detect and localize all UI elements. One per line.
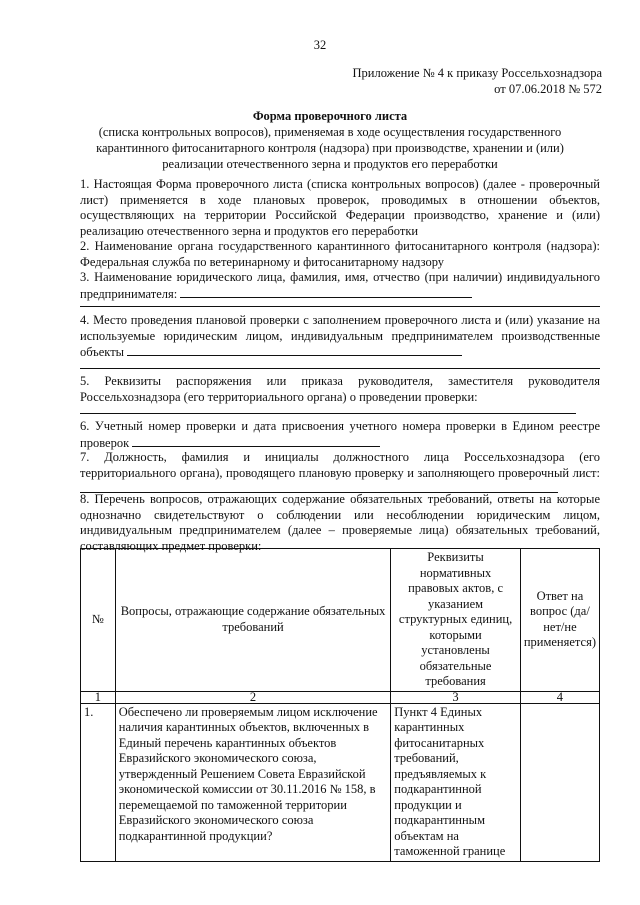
item-5-blank-line[interactable]	[80, 413, 576, 414]
header-reference: Реквизиты нормативных правовых актов, с указанием структурных единиц, которыми установлены обязательные требования	[391, 549, 521, 692]
title-line-1: (списка контрольных вопросов), применяемая в ходе осуществления государственного	[98, 125, 562, 139]
table-colnum-row	[81, 691, 600, 703]
row-1-number: 1.	[81, 703, 116, 861]
row-1-question: Обеспечено ли проверяемым лицом исключение наличия карантинных объектов, включенных в Единый перечень карантинных объектов Евразийского экономического союза, утвержденный Решением Совета Евразийской экономической комиссии от 30.11.2016 № 158, в перемещаемой по таможенной территории Евразийского экономического союза подкарантинной продукции?	[115, 703, 391, 861]
header-number: №	[81, 549, 116, 692]
item-4-text: 4. Место проведения плановой проверки с заполнением проверочного листа и (или) указание на используемые юридическим лицом, индивидуальным предпринимателем производственные объекты	[80, 313, 600, 359]
item-4-blank-line[interactable]	[80, 368, 600, 369]
table-header-row	[81, 549, 600, 692]
header-question: Вопросы, отражающие содержание обязательных требований	[115, 549, 391, 692]
appendix-line-2: от 07.06.2018 № 572	[494, 82, 602, 96]
item-7	[80, 450, 600, 498]
title-main: Форма проверочного листа	[252, 109, 408, 123]
page-number: 32	[313, 38, 327, 52]
row-1-reference: Пункт 4 Единых карантинных фитосанитарных требований, предъявляемых к подкарантинной продукции и подкарантинным объектам на таможенной границе	[391, 703, 521, 861]
item-5: 5. Реквизиты распоряжения или приказа руководителя, заместителя руководителя Россельхознадзора (его территориального органа) о проведении проверки:	[80, 374, 600, 404]
item-1: 1. Настоящая Форма проверочного листа (списка контрольных вопросов) (далее - проверочный лист) применяется в ходе плановых проверок, проводимых в отношении объектов, осуществляющих на территории Российской Федерации производство, хранение и (или) реализацию отечественного зерна и продуктов его переработки	[80, 177, 600, 238]
title-line-2: карантинного фитосанитарного контроля (надзора) при производстве, хранении и (или)	[96, 141, 564, 155]
item-3-blank-line[interactable]	[80, 306, 600, 307]
item-3-text: 3. Наименование юридического лица, фамилия, имя, отчество (при наличии) индивидуального предпринимателя:	[80, 270, 600, 301]
colnum-4: 4	[520, 691, 599, 703]
checklist-table	[80, 548, 600, 862]
colnum-2: 2	[115, 691, 391, 703]
item-6-text: 6. Учетный номер проверки и дата присвоения учетного номера проверки в Едином реестре проверок	[80, 419, 600, 450]
item-2: 2. Наименование органа государственного карантинного фитосанитарного контроля (надзора): Федеральная служба по ветеринарному и фитосанитарному надзору	[80, 239, 600, 269]
header-answer: Ответ на вопрос (да/нет/не применяется)	[520, 549, 599, 692]
form-title	[60, 108, 600, 172]
item-6-blank[interactable]	[132, 435, 380, 447]
item-8: 8. Перечень вопросов, отражающих содержание обязательных требований, ответы на которые однозначно свидетельствуют о соблюдении или несоблюдении юридическим лицом, индивидуальным предпринимателем (далее – проверяемые лица) обязательных требований, составляющих предмет проверки:	[80, 492, 600, 553]
item-4	[80, 313, 600, 361]
item-7-text: 7. Должность, фамилия и инициалы должностного лица Россельхознадзора (его территориального органа), проводящего плановую проверку и заполняющего проверочный лист:	[80, 450, 600, 480]
appendix-line-1: Приложение № 4 к приказу Россельхознадзора	[352, 66, 602, 80]
appendix-header	[352, 65, 602, 97]
item-4-blank[interactable]	[127, 344, 462, 356]
row-1-answer-cell[interactable]	[520, 703, 599, 861]
item-3	[80, 270, 600, 302]
title-line-3: реализации отечественного зерна и продуктов его переработки	[162, 157, 498, 171]
item-3-blank[interactable]	[180, 286, 472, 298]
colnum-1: 1	[81, 691, 116, 703]
table-row	[81, 703, 600, 861]
colnum-3: 3	[391, 691, 521, 703]
item-6	[80, 419, 600, 451]
